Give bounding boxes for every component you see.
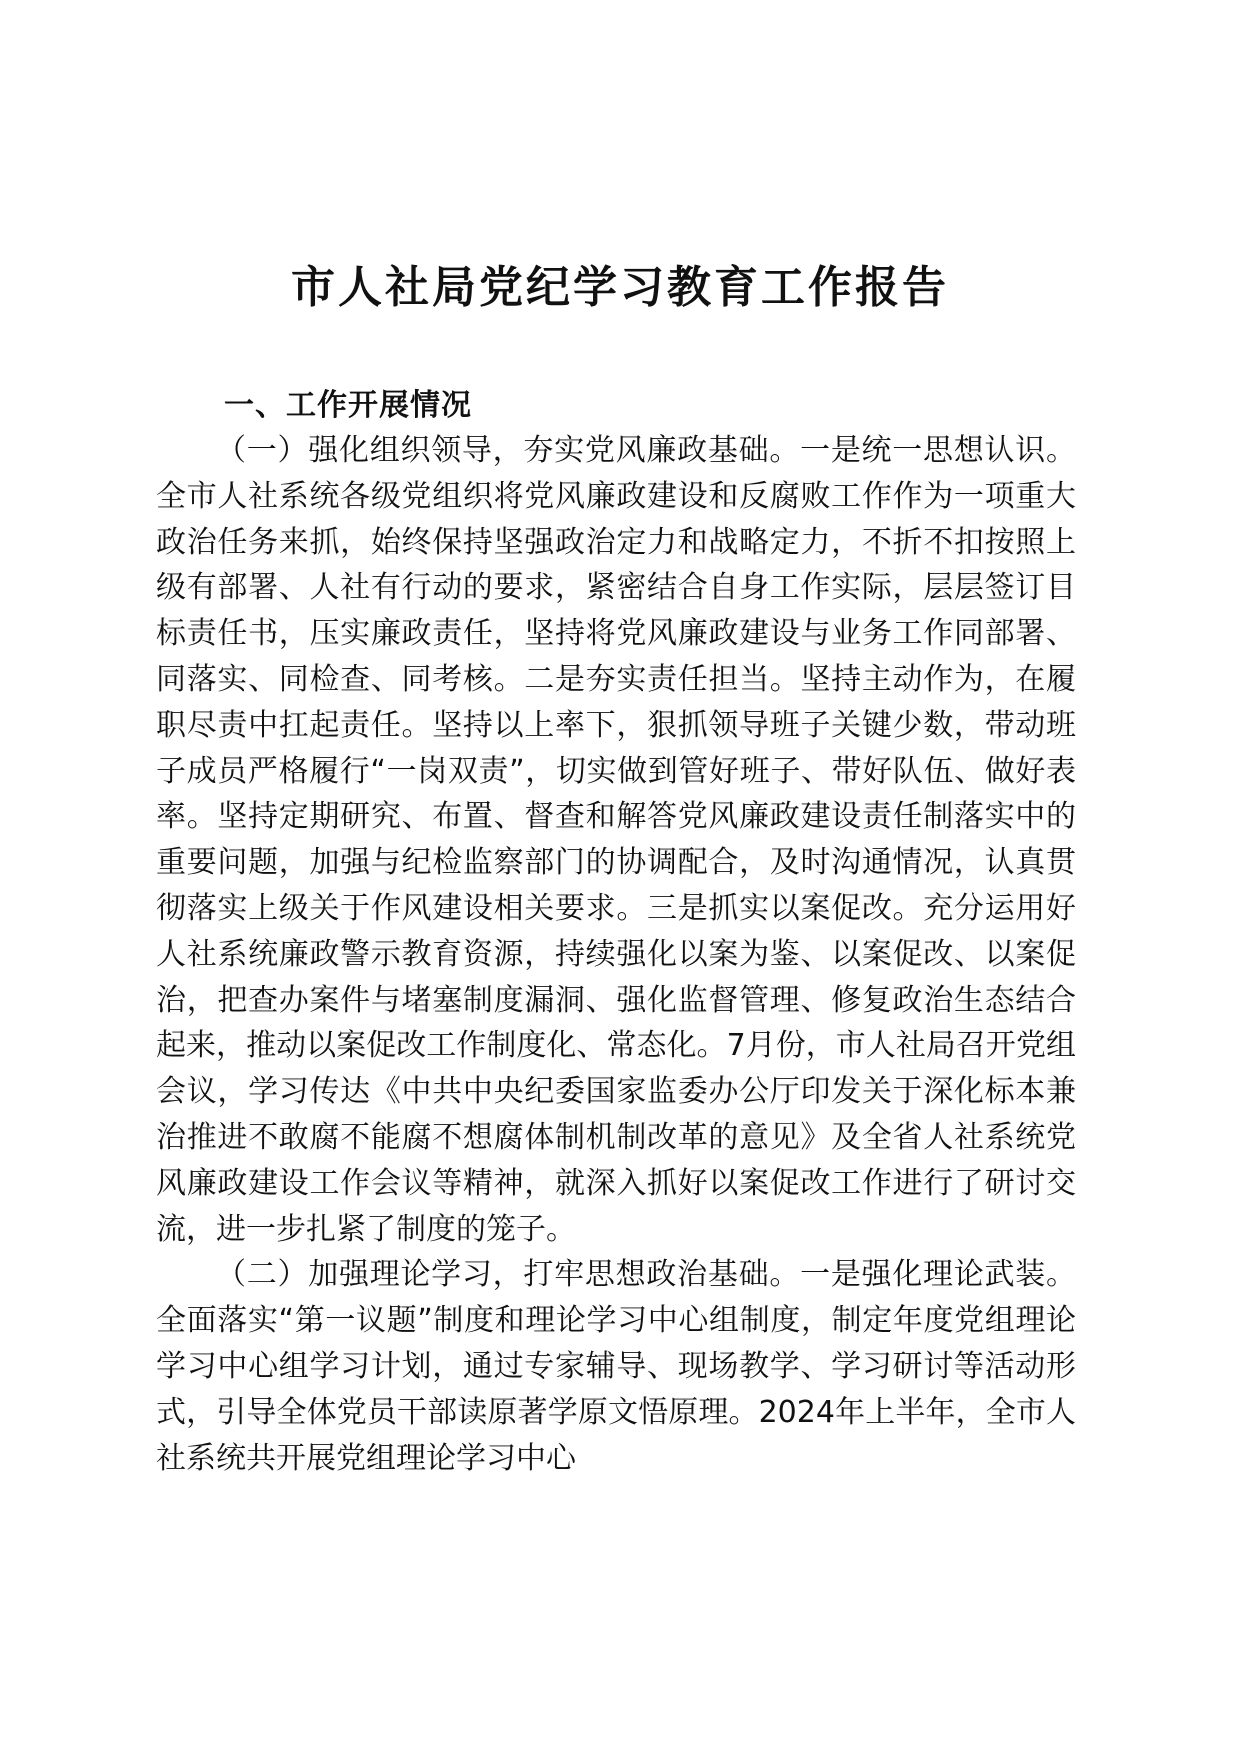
section-heading: 一、工作开展情况 bbox=[224, 388, 472, 423]
paragraph: （一）强化组织领导，夯实党风廉政基础。一是统一思想认识。全市人社系统各级党组织将党风廉政建设和反腐败工作作为一项重大政治任务来抓，始终保持坚强政治定力和战略定力，不折不扣按照上级有部署、人社有行动的要求，紧密结合自身工作实际，层层签订目标责任书，压实廉政责任，坚持将党风廉政建设与业务工作同部署、同落实、同检查、同考核。二是夯实责任担当。坚持主动作为，在履职尽责中扛起责任。坚持以上率下，狠抓领导班子关键少数，带动班子成员严格履行“一岗双责”，切实做到管好班子、带好队伍、做好表率。坚持定期研究、布置、督查和解答党风廉政建设责任制落实中的重要问题，加强与纪检监察部门的协调配合，及时沟通情况，认真贯彻落实上级关于作风建设相关要求。三是抓实以案促改。充分运用好人社系统廉政警示教育资源，持续强化以案为鉴、以案促改、以案促治，把查办案件与堵塞制度漏洞、强化监督管理、修复政治生态结合起来，推动以案促改工作制度化、常态化。7月份，市人社局召开党组会议，学习传达《中共中央纪委国家监委办公厅印发关于深化标本兼治推进不敢腐不能腐不想腐体制机制改革的意见》及全省人社系统党风廉政建设工作会议等精神，就深入抓好以案促改工作进行了研讨交流，进一步扎紧了制度的笼子。 bbox=[156, 433, 1076, 1247]
paragraph: （二）加强理论学习，打牢思想政治基础。一是强化理论武装。全面落实“第一议题”制度和理论学习中心组制度，制定年度党组理论学习中心组学习计划，通过专家辅导、现场教学、学习研讨等活动形式，引导全体党员干部读原著学原文悟原理。2024年上半年，全市人社系统共开展党组理论学习中心 bbox=[156, 1257, 1076, 1476]
body-text bbox=[156, 428, 1076, 1481]
document-title: 市人社局党纪学习教育工作报告 bbox=[291, 262, 949, 313]
